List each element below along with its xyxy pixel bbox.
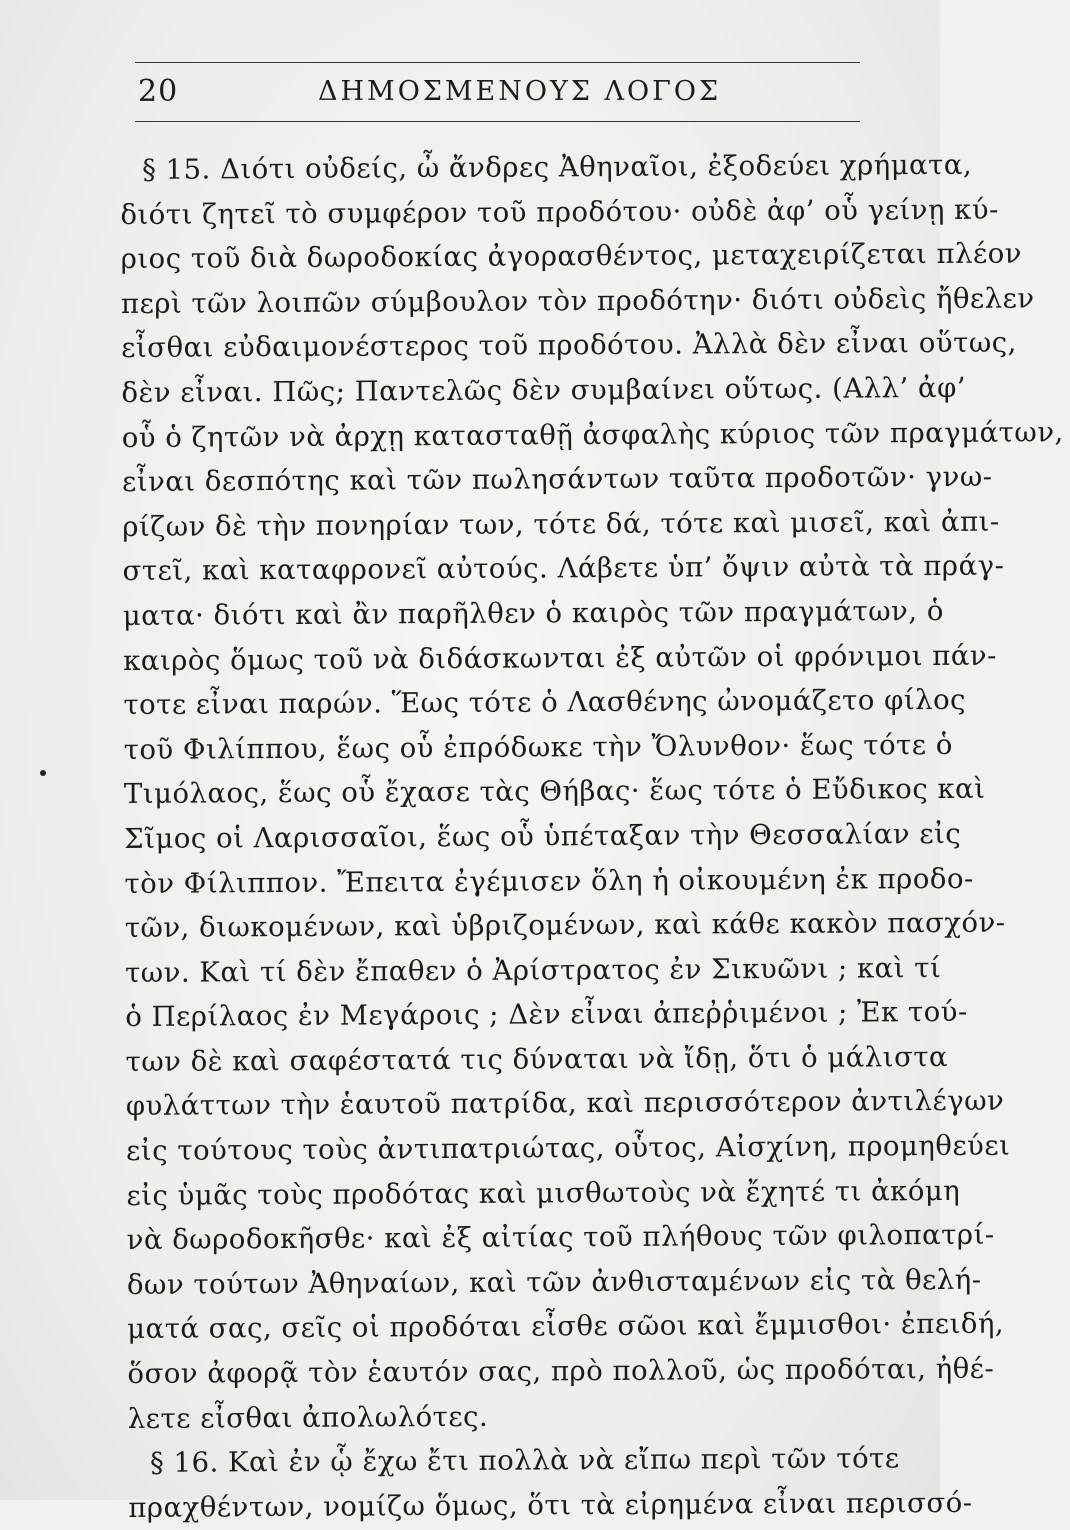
text-line: εἶσθαι εὐδαιμονέστερος τοῦ προδότου. Ἀλλὰ δὲν εἶναι οὕτως,	[121, 326, 1017, 365]
text-line: των δὲ καὶ σαφέστατά τις δύναται νὰ ἴδῃ, ὅτι ὁ μάλιστα	[125, 1040, 949, 1078]
text-line: λετε εἶσθαι ἀπολωλότες.	[127, 1400, 489, 1435]
page-number: 20	[138, 74, 179, 109]
text-line: εἶναι δεσπότης καὶ τῶν πωλησάντων ταῦτα προδοτῶν· γνω-	[121, 460, 993, 499]
text-line: στεῖ, καὶ καταφρονεῖ αὐτούς. Λάβετε ὑπ’ ὄψιν αὐτὰ τὰ πράγ-	[122, 549, 1005, 588]
text-line: τοῦ Φιλίππου, ἕως οὗ ἐπρόδωκε τὴν Ὄλυνθον· ἕως τότε ὁ	[123, 728, 953, 766]
text-line: ριος τοῦ διὰ δωροδοκίας ἀγορασθέντος, μεταχειρίζεται πλέον	[120, 237, 1023, 276]
text-line: εἰς τούτους τοὺς ἀντιπατριώτας, οὗτος, Αἰσχίνη, προμηθεύει	[126, 1129, 1011, 1168]
text-line: περὶ τῶν λοιπῶν σύμβουλον τὸν προδότην· διότι οὐδεὶς ἤθελεν	[120, 282, 1035, 320]
text-line: νὰ δωροδοκῆσθε· καὶ ἐξ αἰτίας τοῦ πλήθους τῶν φιλοπατρί-	[126, 1218, 995, 1257]
text-line: § 16. Καὶ ἐν ᾧ ἔχω ἔτι πολλὰ νὰ εἴπω περὶ τῶν τότε	[149, 1442, 900, 1480]
text-line: Τιμόλαος, ἕως οὗ ἔχασε τὰς Θήβας· ἕως τότε ὁ Εὔδικος καὶ	[123, 773, 986, 811]
header-rule-top	[135, 62, 860, 63]
running-head: ΔΗΜΟΣΜΕΝΟΥΣ ΛΟΓΟΣ	[318, 76, 722, 107]
text-line: τῶν, διωκομένων, καὶ ὑβριζομένων, καὶ κάθε κακὸν πασχόν-	[124, 906, 1006, 945]
text-line: Σῖμος οἱ Λαρισσαῖοι, ἕως οὗ ὑπέταξαν τὴν Θεσσαλίαν εἰς	[124, 817, 962, 855]
text-line: τὸν Φίλιππον. Ἔπειτα ἐγέμισεν ὅλη ἡ οἰκουμένη ἐκ προδο-	[124, 862, 974, 900]
text-line: καιρὸς ὅμως τοῦ νὰ διδάσκωνται ἐξ αὐτῶν οἱ φρόνιμοι πάν-	[123, 639, 997, 677]
text-line: δὲν εἶναι. Πῶς; Παντελῶς δὲν συμβαίνει οὕτως. (Αλλ’ ἀφ’	[121, 371, 967, 409]
text-line: δων τούτων Ἀθηναίων, καὶ τῶν ἀνθισταμένων εἰς τὰ θελή-	[126, 1263, 982, 1301]
text-line: ὁ Περίλαος ἐν Μεγάροις ; Δὲν εἶναι ἀπεῤῥιμένοι ; Ἐκ τού-	[125, 996, 968, 1034]
text-line: πραχθέντων, νομίζω ὅμως, ὅτι τὰ εἰρημένα εἶναι περισσό-	[128, 1486, 973, 1524]
text-line: τοτε εἶναι παρών. Ἕως τότε ὁ Λασθένης ὠνομάζετο φίλος	[123, 683, 967, 722]
margin-mark	[40, 770, 46, 776]
text-line: ρίζων δὲ τὴν πονηρίαν των, τότε δά, τότε καὶ μισεῖ, καὶ ἀπι-	[122, 505, 1000, 543]
text-line: οὗ ὁ ζητῶν νὰ ἀρχῃ κατασταθῇ ἀσφαλὴς κύριος τῶν πραγμάτων,	[121, 415, 1064, 454]
text-line: των. Καὶ τί δὲν ἔπαθεν ὁ Ἀρίστρατος ἐν Σικυῶνι ; καὶ τί	[124, 951, 942, 989]
text-line: ματά σας, σεῖς οἱ προδόται εἶσθε σῶοι καὶ ἔμμισθοι· ἐπειδή,	[127, 1308, 1005, 1346]
text-line: διότι ζητεῖ τὸ συμφέρον τοῦ προδότου· οὐδὲ ἀφ’ οὗ γείνῃ κύ-	[120, 193, 999, 231]
text-line: ματα· διότι καὶ ἂν παρῆλθεν ὁ καιρὸς τῶν πραγμάτων, ὁ	[122, 594, 944, 632]
text-line: εἰς ὑμᾶς τοὺς προδότας καὶ μισθωτοὺς νὰ ἔχητέ τι ἀκόμη	[126, 1174, 961, 1212]
text-line: ὅσον ἀφορᾷ τὸν ἑαυτόν σας, πρὸ πολλοῦ, ὡς προδόται, ἠθέ-	[127, 1352, 995, 1391]
text-line: φυλάττων τὴν ἑαυτοῦ πατρίδα, καὶ περισσότερον ἀντιλέγων	[125, 1085, 1005, 1123]
text-line: § 15. Διότι οὐδείς, ὦ ἄνδρες Ἀθηναῖοι, ἐξοδεύει χρήματα,	[142, 148, 973, 186]
header-rule-bottom	[135, 121, 860, 122]
body-text	[120, 143, 1064, 1530]
